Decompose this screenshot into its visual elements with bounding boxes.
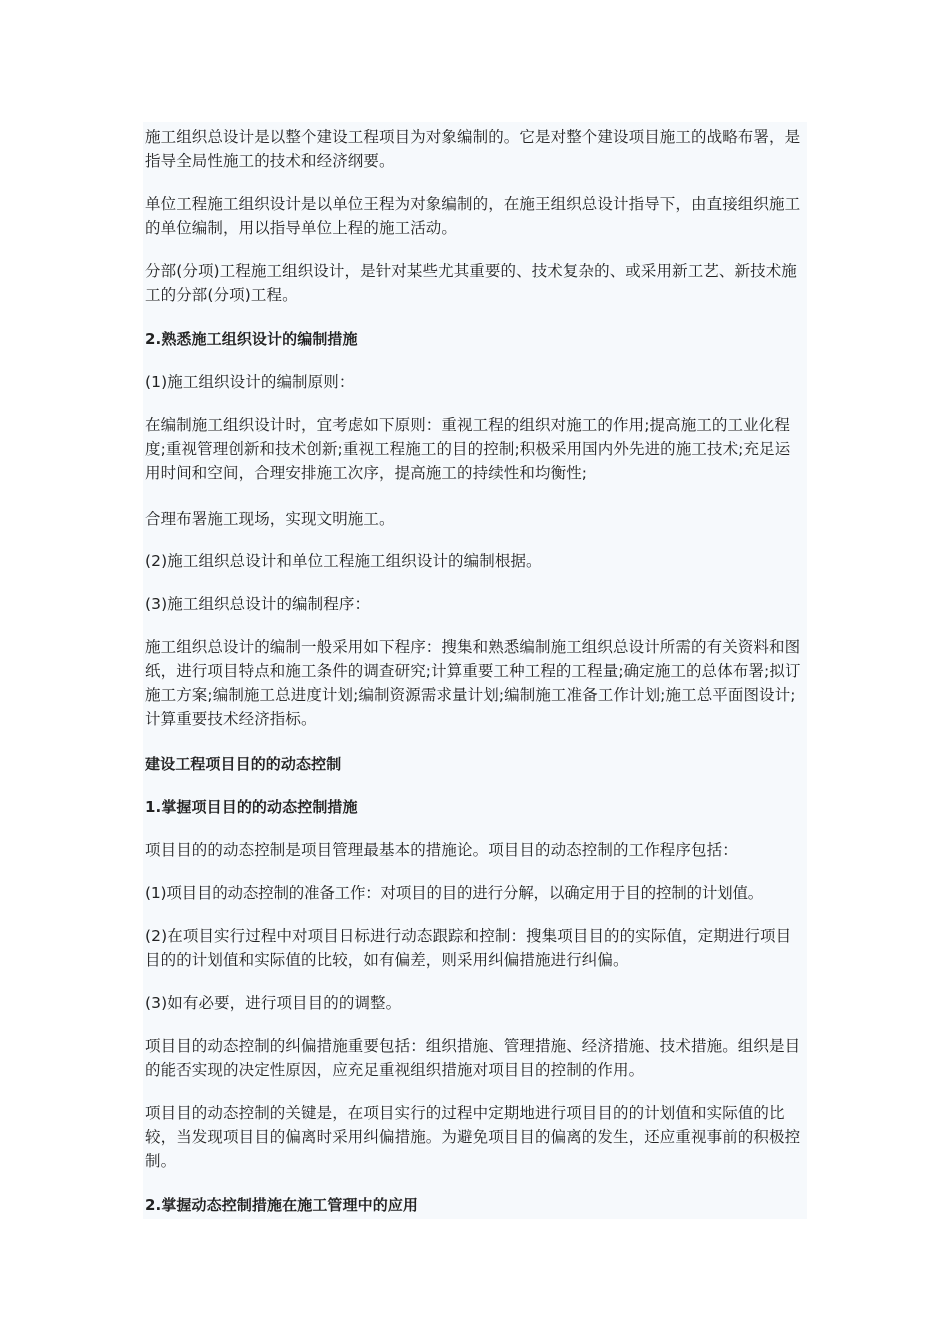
paragraph: (3)如有必要，进行项目目的的调整。: [145, 994, 402, 1012]
paragraph: 施工组织总设计的编制一般采用如下程序：搜集和熟悉编制施工组织总设计所需的有关资料和图纸，进行项目特点和施工条件的调查研究;计算重要工种工程的工程量;确定施工的总体布署;拟订施工方案;编制施工总进度计划;编制资源需求量计划;编制施工准备工作计划;施工总平面图设计;计算重要技术经济指标。: [145, 638, 801, 728]
paragraph: 项目目的动态控制的关键是，在项目实行的过程中定期地进行项目目的的计划值和实际值的比较，当发现项目目的偏离时采用纠偏措施。为避免项目目的偏离的发生，还应重视事前的积极控制。: [145, 1104, 801, 1170]
paragraph: 合理布署施工现场，实现文明施工。: [145, 510, 395, 528]
section-heading: 1.掌握项目目的的动态控制措施: [145, 798, 358, 816]
paragraph: (2)在项目实行过程中对项目日标进行动态跟踪和控制：搜集项目目的的实际值，定期进行项目目的的计划值和实际值的比较，如有偏差，则采用纠偏措施进行纠偏。: [145, 927, 792, 969]
document-body: [143, 122, 807, 1219]
paragraph: 在编制施工组织设计时，宜考虑如下原则：重视工程的组织对施工的作用;提高施工的工业化程度;重视管理创新和技术创新;重视工程施工的目的控制;积极采用国内外先进的施工技术;充足运用时间和空间，合理安排施工次序，提高施工的持续性和均衡性;: [145, 416, 791, 482]
section-heading: 2.熟悉施工组织设计的编制措施: [145, 330, 358, 348]
section-heading: 2.掌握动态控制措施在施工管理中的应用: [145, 1196, 419, 1214]
paragraph: 项目目的的动态控制是项目管理最基本的措施论。项目目的动态控制的工作程序包括：: [145, 841, 738, 859]
paragraph: 施工组织总设计是以整个建设工程项目为对象编制的。它是对整个建设项目施工的战略布署，是指导全局性施工的技术和经济纲要。: [145, 128, 801, 170]
paragraph: 项目目的动态控制的纠偏措施重要包括：组织措施、管理措施、经济措施、技术措施。组织是目的能否实现的决定性原因，应充足重视组织措施对项目目的控制的作用。: [145, 1037, 801, 1079]
paragraph: (3)施工组织总设计的编制程序：: [145, 595, 371, 613]
paragraph: (2)施工组织总设计和单位工程施工组织设计的编制根据。: [145, 552, 542, 570]
paragraph: (1)施工组织设计的编制原则：: [145, 373, 355, 391]
paragraph: (1)项目目的动态控制的准备工作：对项目的目的进行分解，以确定用于目的控制的计划值。: [145, 884, 764, 902]
section-heading: 建设工程项目目的的动态控制: [145, 755, 342, 773]
paragraph: 单位工程施工组织设计是以单位王程为对象编制的，在施王组织总设计指导下，由直接组织施工的单位编制，用以指导单位上程的施工活动。: [145, 195, 801, 237]
paragraph: 分部(分项)工程施工组织设计，是针对某些尤其重要的、技术复杂的、或采用新工艺、新技术施工的分部(分项)工程。: [145, 262, 797, 304]
